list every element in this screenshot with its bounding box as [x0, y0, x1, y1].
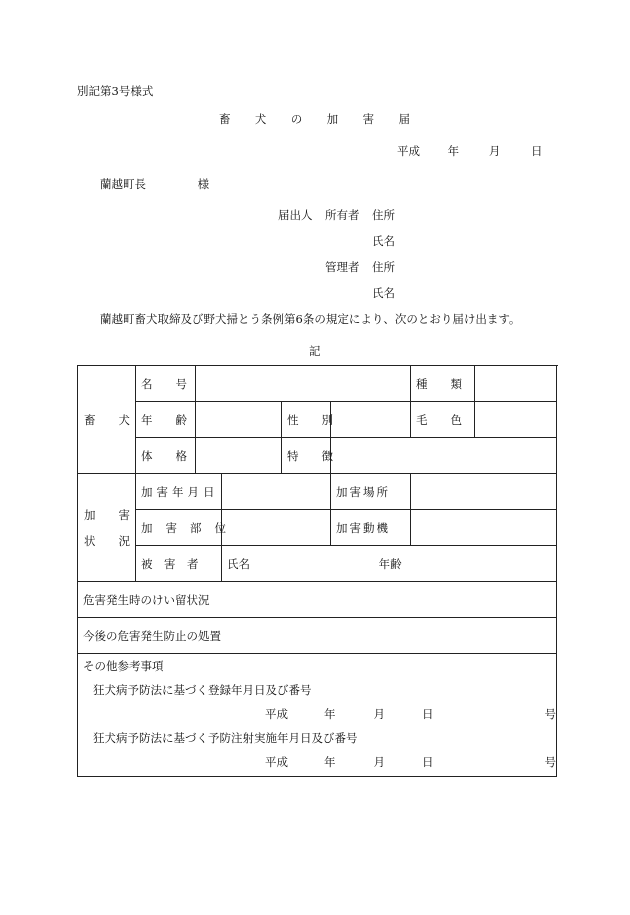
owner-address-label[interactable]: 住所: [372, 208, 395, 222]
victim-label-cell: [136, 546, 222, 582]
victim-label: 被 害 者: [141, 556, 199, 571]
reg-date-era: 平成: [265, 707, 288, 721]
dog-coat-label-cell: [411, 402, 475, 438]
dog-sex-field[interactable]: [331, 402, 411, 438]
dog-physique-label-cell: [136, 438, 196, 474]
title-char: 畜: [219, 112, 231, 126]
dog-sex-label-cell: [282, 402, 331, 438]
dog-physique-field[interactable]: [196, 438, 282, 474]
dog-breed-label-cell: [411, 366, 475, 402]
detention-label: 危害発生時のけい留状況: [83, 592, 210, 607]
table-row: [78, 474, 557, 510]
addressee-name: 蘭越町長: [100, 177, 146, 191]
table-row: [78, 510, 557, 546]
dog-age-label-cell: [136, 402, 196, 438]
registration-date-row[interactable]: [83, 702, 556, 726]
owner-label: 所有者: [325, 208, 360, 222]
title-char: 害: [362, 112, 375, 126]
harm-date-field[interactable]: [222, 474, 331, 510]
table-row: [78, 618, 557, 654]
harm-part-label-cell: [136, 510, 239, 546]
report-table: [77, 365, 557, 777]
vac-number-suffix: 号: [544, 755, 556, 769]
dog-name-label: 名 号: [141, 376, 187, 391]
addressee-honorific: 様: [197, 177, 210, 191]
victim-field[interactable]: [222, 546, 557, 582]
harm-section-label-2: 状 況: [84, 533, 130, 548]
vac-date-month: 月: [373, 755, 385, 769]
vaccination-line: 狂犬病予防法に基づく予防注射実施年月日及び番号: [93, 731, 358, 745]
reg-number-suffix: 号: [544, 707, 556, 721]
dog-physique-label: 体 格: [141, 448, 187, 463]
vaccination-date-row[interactable]: [83, 750, 556, 774]
harm-place-field[interactable]: [411, 474, 557, 510]
dog-features-label-cell: [282, 438, 331, 474]
intro-text: 蘭越町畜犬取締及び野犬掃とう条例第6条の規定により、次のとおり届け出ます。: [100, 312, 521, 326]
dog-features-field[interactable]: [331, 438, 557, 474]
dog-breed-label: 種 類: [416, 376, 462, 391]
title-char: 加: [326, 112, 339, 126]
other-notes-cell[interactable]: [78, 654, 557, 777]
victim-name-label: 氏名: [227, 556, 250, 571]
date-year[interactable]: 年: [447, 144, 460, 158]
form-title: [219, 112, 410, 126]
table-row: [78, 438, 557, 474]
dog-section-label: 畜 犬: [84, 412, 130, 427]
dog-coat-field[interactable]: [475, 402, 557, 438]
addressee: [100, 177, 209, 191]
submission-date: [397, 144, 542, 158]
dog-name-field[interactable]: [196, 366, 411, 402]
prevention-cell[interactable]: [78, 618, 557, 654]
table-row: [78, 582, 557, 618]
manager-name-label[interactable]: 氏名: [372, 286, 395, 300]
harm-motive-label-cell: [331, 510, 411, 546]
vac-date-year: 年: [324, 755, 336, 769]
harm-place-label-cell: [331, 474, 411, 510]
date-day[interactable]: 日: [530, 144, 543, 158]
harm-section-label-1: 加 害: [84, 507, 130, 522]
victim-age-label: 年齢: [378, 556, 402, 571]
harm-date-label-cell: [136, 474, 222, 510]
harm-motive-field[interactable]: [411, 510, 557, 546]
harm-date-label: 加害年月日: [141, 484, 219, 499]
form-number: 別記第3号様式: [77, 84, 154, 98]
date-month[interactable]: 月: [488, 144, 501, 158]
vac-date-day: 日: [422, 755, 434, 769]
harm-part-label: 加害部位: [141, 520, 239, 535]
manager-label: 管理者: [325, 260, 360, 274]
harm-place-label: 加害場所: [336, 484, 390, 499]
dog-breed-field[interactable]: [475, 366, 557, 402]
reg-date-month: 月: [373, 707, 385, 721]
dog-sex-label: 性 別: [287, 412, 333, 427]
registration-line: 狂犬病予防法に基づく登録年月日及び番号: [93, 683, 312, 697]
table-row: [78, 546, 557, 582]
title-char: の: [290, 112, 303, 126]
dog-age-label: 年 齢: [141, 412, 187, 427]
detention-cell[interactable]: [78, 582, 557, 618]
title-char: 犬: [254, 112, 267, 126]
manager-address-label[interactable]: 住所: [372, 260, 395, 274]
harm-section-header: [78, 474, 136, 582]
harm-motive-label: 加害動機: [336, 520, 390, 535]
dog-features-label: 特 徴: [287, 448, 333, 463]
applicant-label: 届出人: [278, 208, 313, 222]
dog-section-header: [78, 366, 136, 474]
title-char: 届: [398, 112, 410, 126]
vac-date-era: 平成: [265, 755, 288, 769]
table-row: [78, 366, 557, 402]
table-row: [78, 402, 557, 438]
ki-label: 記: [309, 344, 321, 358]
dog-age-field[interactable]: [196, 402, 282, 438]
table-row: [78, 654, 557, 777]
other-notes-title: その他参考事項: [83, 659, 164, 673]
dog-coat-label: 毛 色: [416, 412, 462, 427]
dog-name-label-cell: [136, 366, 196, 402]
prevention-label: 今後の危害発生防止の処置: [83, 628, 221, 643]
reg-date-day: 日: [422, 707, 434, 721]
owner-name-label[interactable]: 氏名: [372, 234, 395, 248]
date-era: 平成: [397, 144, 420, 158]
reg-date-year: 年: [324, 707, 336, 721]
